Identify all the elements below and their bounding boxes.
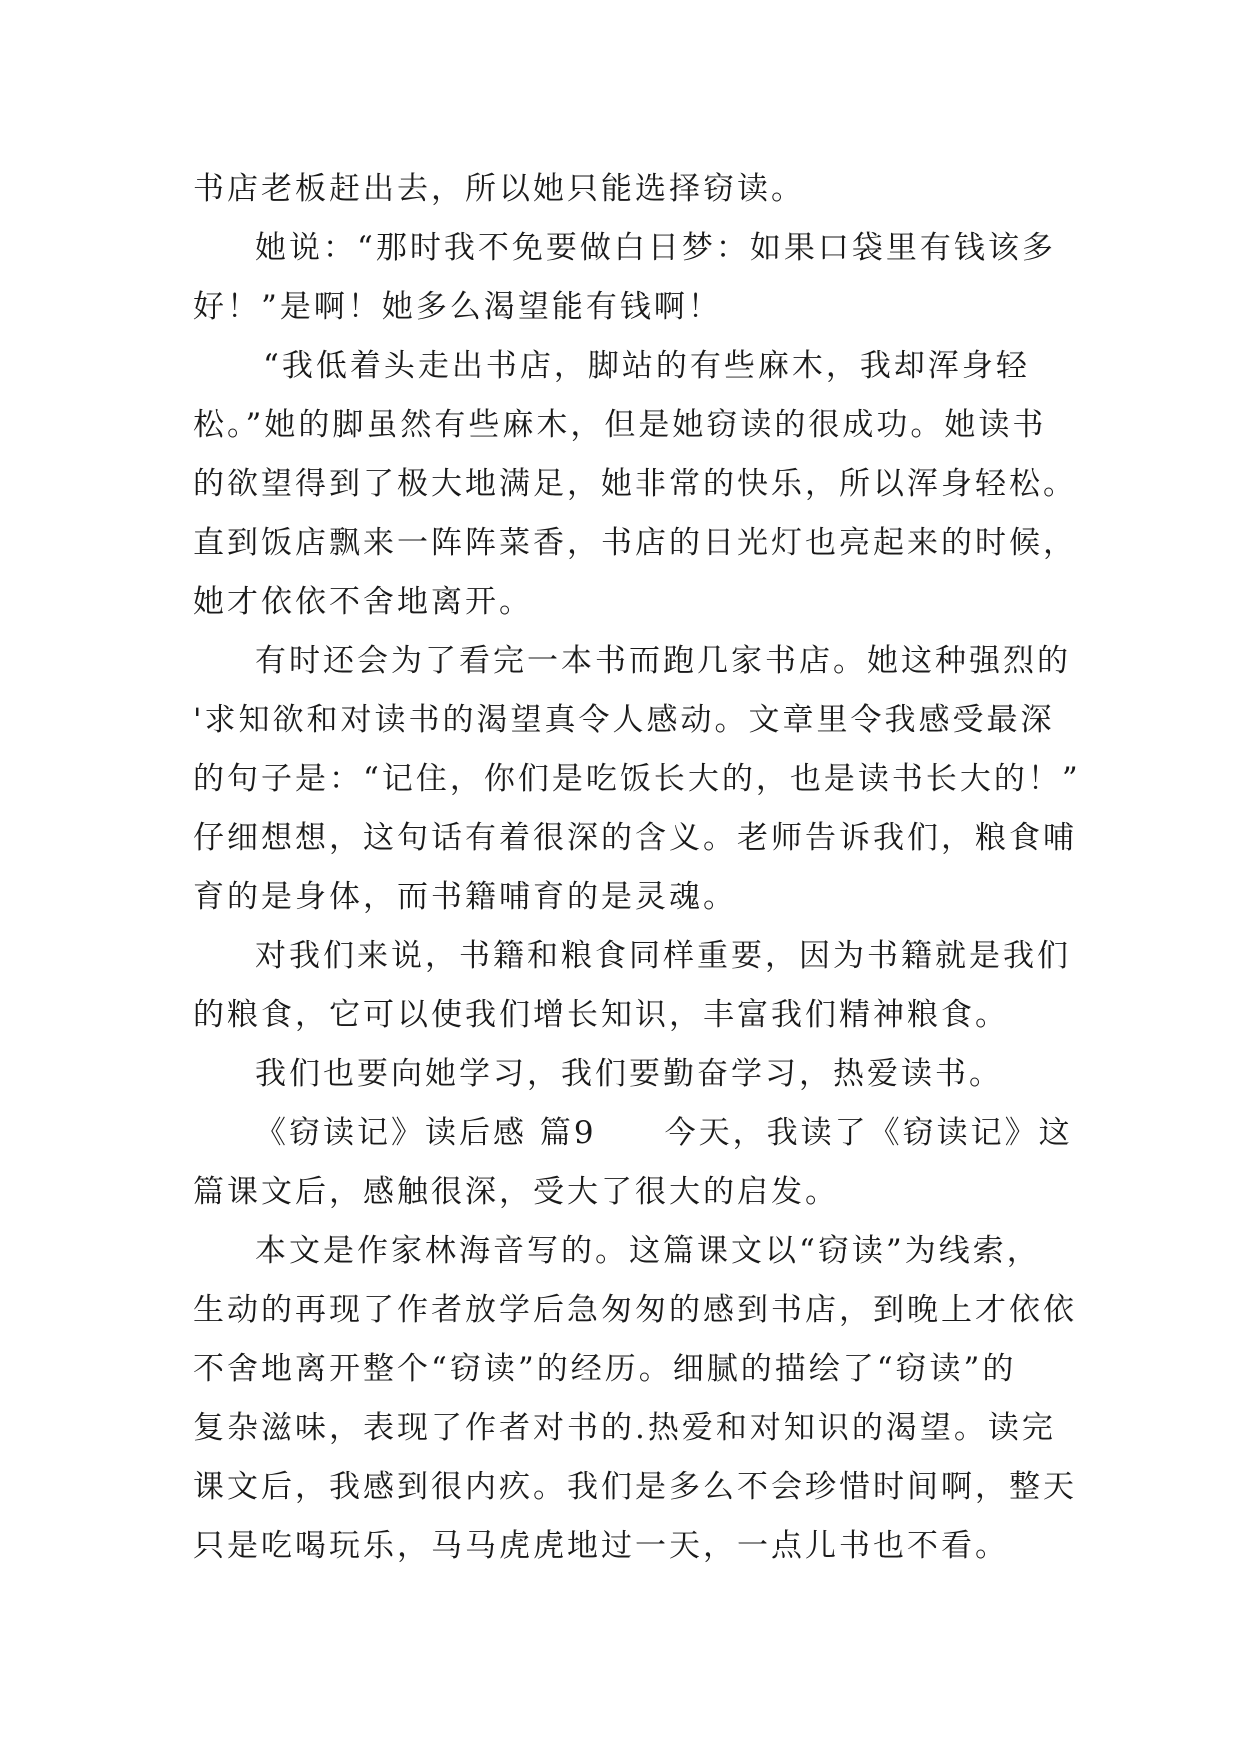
text-line: 的欲望得到了极大地满足，她非常的快乐，所以浑身轻松。 — [193, 466, 1077, 502]
text-line: 有时还会为了看完一本书而跑几家书店。她这种强烈的 — [255, 643, 1071, 679]
paragraph — [193, 632, 1081, 927]
text-line: 仔细想想，这句话有着很深的含义。老师告诉我们，粮食哺 — [193, 820, 1077, 856]
text-line: 复杂滋味，表现了作者对书的.热爱和对知识的渴望。读完 — [193, 1410, 1056, 1446]
text-line: 书店老板赶出去，所以她只能选择窃读。 — [193, 171, 805, 207]
text-line: '求知欲和对读书的渴望真令人感动。文章里令我感受最深 — [193, 702, 1055, 738]
text-line: 直到饭店飘来一阵阵菜香，书店的日光灯也亮起来的时候， — [193, 525, 1077, 561]
text-line: 不舍地离开整个“窃读”的经历。细腻的描绘了“窃读”的 — [193, 1351, 1017, 1387]
paragraph — [193, 160, 1053, 219]
paragraph — [193, 337, 1077, 632]
text-line: 篇课文后，感触很深，受大了很大的启发。 — [193, 1174, 839, 1210]
text-line: 本文是作家林海音写的。这篇课文以“窃读”为线索， — [255, 1233, 1041, 1269]
text-line: 课文后，我感到很内疚。我们是多么不会珍惜时间啊，整天 — [193, 1469, 1077, 1505]
text-line: 她说：“那时我不免要做白日梦：如果口袋里有钱该多 — [255, 230, 1056, 266]
paragraph — [193, 927, 1071, 1045]
text-line: 的句子是：“记住，你们是吃饭长大的，也是读书长大的！” — [193, 761, 1081, 797]
text-line: 好！”是啊！她多么渴望能有钱啊！ — [193, 289, 722, 325]
text-line: 生动的再现了作者放学后急匆匆的感到书店，到晚上才依依 — [193, 1292, 1077, 1328]
text-line: 她才依依不舍地离开。 — [193, 584, 533, 620]
document-body — [193, 160, 1081, 1576]
text-line: 只是吃喝玩乐，马马虎虎地过一天，一点儿书也不看。 — [193, 1528, 1009, 1564]
text-line: 育的是身体，而书籍哺育的是灵魂。 — [193, 879, 737, 915]
text-line: “我低着头走出书店，脚站的有些麻木，我却浑身轻 — [263, 348, 1030, 384]
paragraph — [193, 219, 1056, 337]
text-line: 我们也要向她学习，我们要勤奋学习，热爱读书。 — [255, 1056, 1003, 1092]
text-line: 的粮食，它可以使我们增长知识，丰富我们精神粮食。 — [193, 997, 1009, 1033]
paragraph — [193, 1222, 1077, 1576]
paragraph — [193, 1045, 1053, 1104]
text-line: 对我们来说，书籍和粮食同样重要，因为书籍就是我们 — [255, 938, 1071, 974]
text-line: 《窃读记》读后感 篇9 今天，我读了《窃读记》这 — [255, 1115, 1073, 1151]
text-line: 松。”她的脚虽然有些麻木，但是她窃读的很成功。她读书 — [193, 407, 1047, 443]
paragraph — [193, 1104, 1073, 1222]
